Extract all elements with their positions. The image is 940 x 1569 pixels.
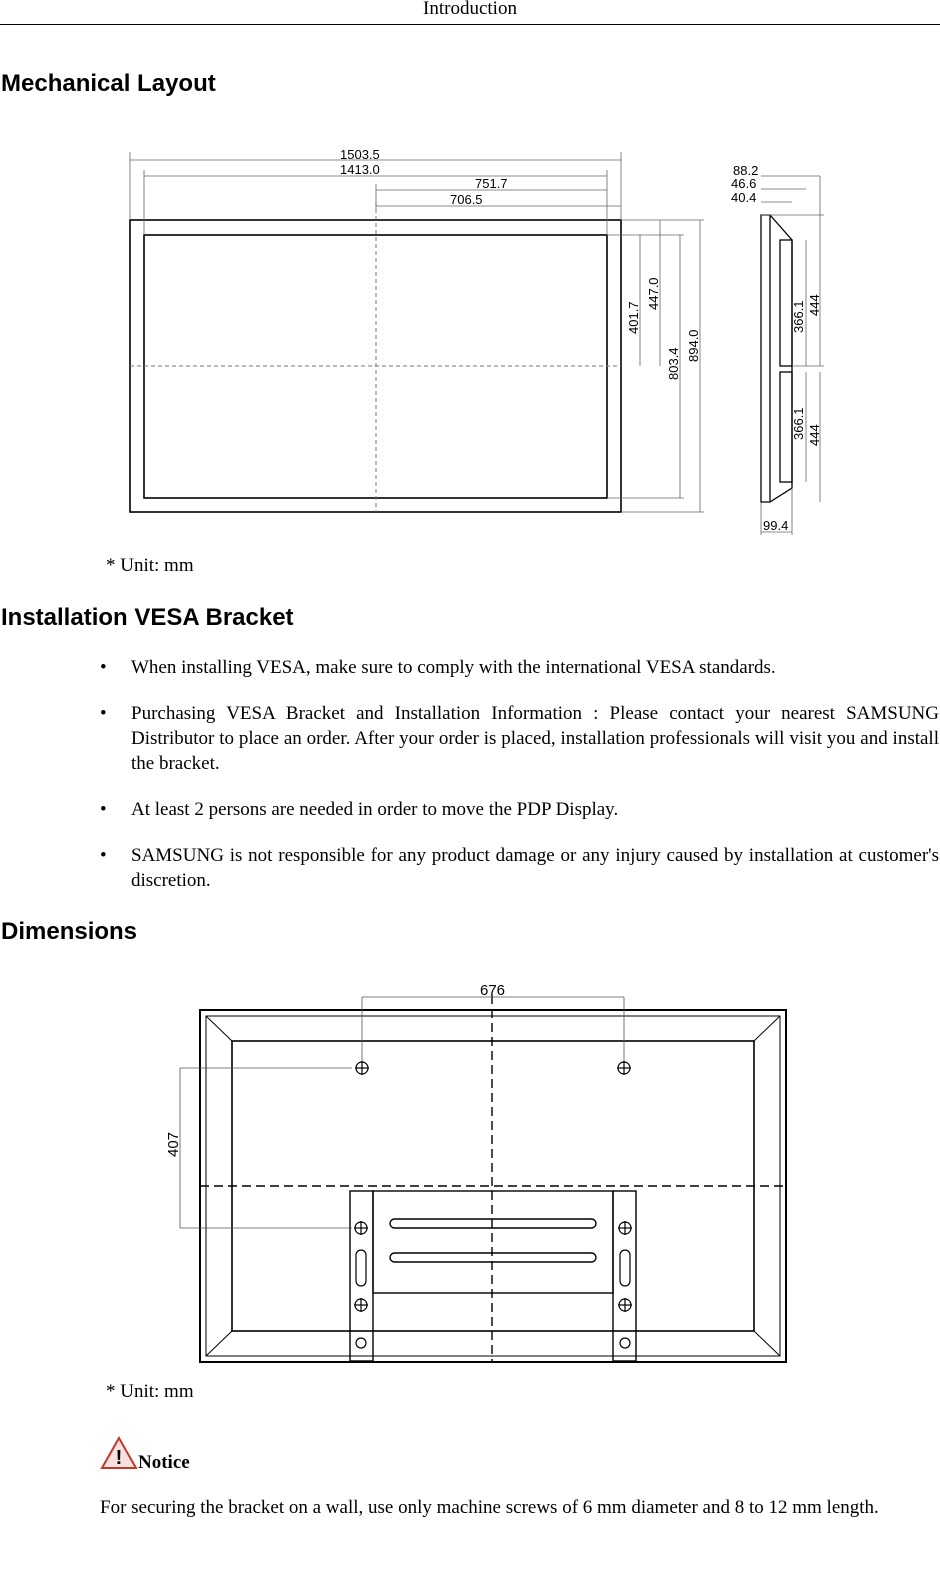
dim-bottom: 99.4: [763, 518, 789, 533]
bullet-text: SAMSUNG is not responsible for any product damage or any injury caused by installation at customer's discretion.: [131, 845, 939, 891]
dim-width-outer: 1503.5: [340, 147, 380, 162]
bullet-text: At least 2 persons are needed in order to move the PDP Display.: [131, 799, 619, 820]
dim-s4: 444: [807, 424, 822, 446]
dim-h3: 803.4: [666, 347, 681, 380]
header-title: Introduction: [423, 0, 517, 19]
list-item: [0, 655, 940, 680]
mechanical-unit-note: * Unit: mm: [106, 555, 194, 576]
dim-width-inner: 1413.0: [340, 162, 380, 177]
bullet-mark: •: [100, 845, 107, 866]
dim-s3: 366.1: [791, 407, 806, 440]
mechanical-layout-drawing: [120, 140, 840, 540]
list-item: [0, 843, 940, 893]
rear-inner: [232, 1041, 754, 1331]
mechanical-layout-heading: Mechanical Layout: [1, 70, 216, 97]
dim-h4: 894.0: [686, 329, 701, 362]
list-item: [0, 797, 940, 822]
vesa-bullet-list: [0, 655, 940, 914]
dim-h1: 401.7: [626, 301, 641, 334]
dimensions-drawing: [160, 975, 800, 1370]
dimensions-unit-note: * Unit: mm: [106, 1381, 194, 1402]
dim-half-outer: 751.7: [475, 176, 508, 191]
notice-text: For securing the bracket on a wall, use only machine screws of 6 mm diameter and 8 to 12 mm length.: [100, 1497, 879, 1518]
bullet-mark: •: [100, 703, 107, 724]
bullet-text: When installing VESA, make sure to comply with the international VESA standards.: [131, 657, 776, 678]
dim-d1: 88.2: [733, 163, 759, 178]
side-profile: [761, 215, 792, 502]
bullet-mark: •: [100, 799, 107, 820]
dim-vesa-width: 676: [480, 982, 506, 999]
list-item: [0, 701, 940, 776]
dim-h2: 447.0: [646, 277, 661, 310]
warning-mark: !: [115, 1447, 123, 1469]
dimensions-heading: Dimensions: [1, 918, 138, 945]
warning-icon: [100, 1436, 138, 1470]
page-header: [0, 0, 940, 25]
dim-s1: 366.1: [791, 300, 806, 333]
dim-half-inner: 706.5: [450, 192, 483, 207]
dim-s2: 444: [807, 294, 822, 316]
dim-d3: 40.4: [731, 190, 757, 205]
dim-d2: 46.6: [731, 176, 757, 191]
vesa-heading: Installation VESA Bracket: [1, 604, 294, 631]
stand-bracket: [373, 1191, 613, 1293]
bullet-text: Purchasing VESA Bracket and Installation Information : Please contact your nearest SAMSUNG Distributor to place an order. After your order is placed, installation professionals will visit you and install the bracket.: [131, 703, 939, 774]
notice-title: Notice: [138, 1452, 190, 1473]
dim-vesa-height: 407: [165, 1131, 182, 1157]
bullet-mark: •: [100, 657, 107, 678]
